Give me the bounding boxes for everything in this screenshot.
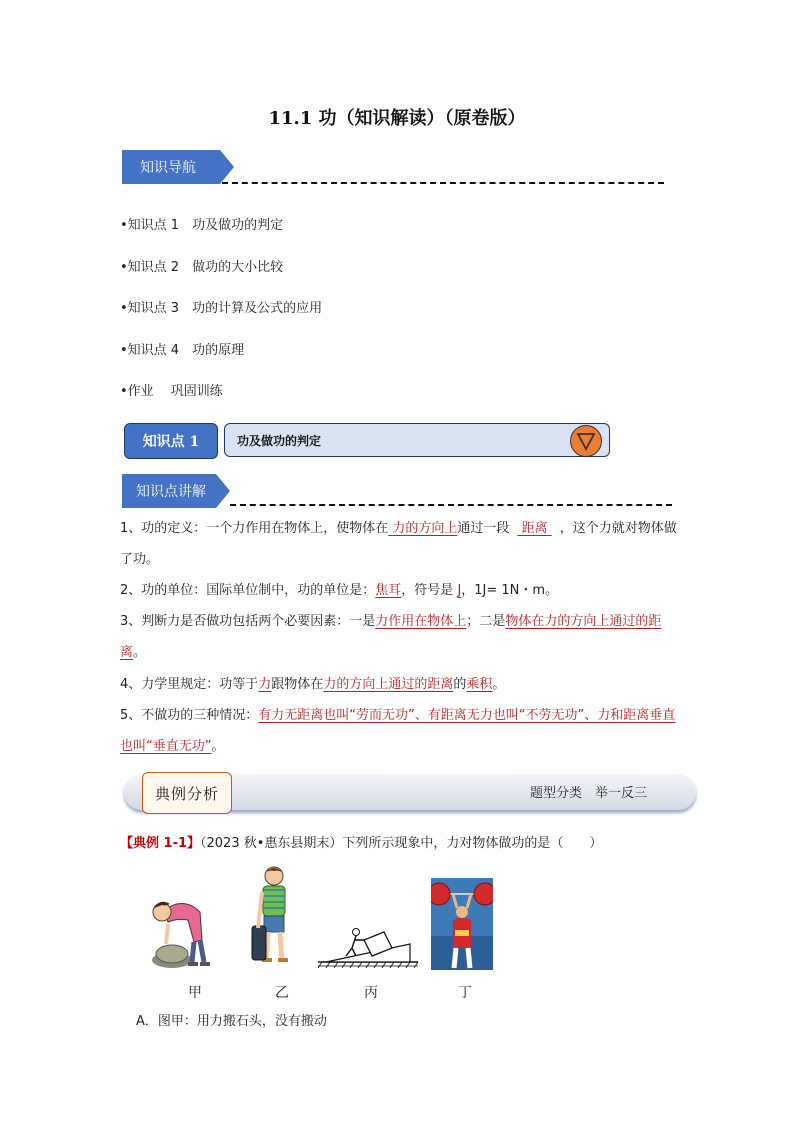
nav-divider [222, 182, 664, 184]
p4-text-a: 4、力学里规定：功等于 [120, 677, 259, 692]
figure-bing-illustration [318, 918, 420, 970]
example-1-1-tag: 【典例 1-1】 [120, 836, 201, 851]
paragraph-4 [120, 669, 680, 700]
kp1-title: 功及做功的判定 [237, 433, 322, 448]
figure-yi-caption: 乙 [275, 985, 289, 1001]
expand-down-icon[interactable] [570, 425, 602, 457]
nav-item-1[interactable]: •知识点 1 功及做功的判定 [120, 218, 284, 233]
kp1-label-box [124, 423, 218, 459]
p3-text-a: 3、判断力是否做功包括两个必要因素：一是 [120, 614, 376, 629]
example-1-1-text: （2023 秋•惠东县期末）下列所示现象中，力对物体做功的是（ ） [200, 836, 603, 851]
paragraph-5 [120, 700, 680, 762]
example-banner-label: 典例分析 [154, 784, 219, 803]
p4-text-c: 跟物体在 [271, 677, 324, 692]
nav-item-homework[interactable]: •作业 巩固训练 [120, 384, 223, 399]
example-banner-right: 题型分类 举一反三 [530, 786, 648, 801]
nav-item-4[interactable]: •知识点 4 功的原理 [120, 343, 245, 358]
p2-text-a: 2、功的单位：国际单位制中，功的单位是： [120, 583, 376, 598]
kp1-title-box [224, 423, 610, 457]
p3-text-c: ；二是 [466, 614, 506, 629]
p4-answer-1: 力 [258, 677, 272, 692]
p4-answer-3: 乘积 [466, 677, 493, 692]
figure-jia-caption: 甲 [188, 985, 202, 1001]
explain-header-label: 知识点讲解 [122, 474, 216, 508]
explain-header-arrow [216, 474, 230, 508]
p3-answer-2: 物体在力的方向上通过的距离 [120, 614, 662, 660]
p1-text-e: ，这个力就对物体做了功。 [120, 521, 677, 567]
nav-header-label: 知识导航 [122, 150, 220, 184]
kp1-label: 知识点 1 [142, 434, 200, 450]
nav-item-2[interactable]: •知识点 2 做功的大小比较 [120, 260, 284, 275]
p5-answer-1: 有力无距离也叫“劳而无功”、有距离无力也叫“不劳无功”、力和距离垂直也叫“垂直无功” [120, 708, 676, 754]
nav-header-arrow [220, 150, 234, 184]
nav-item-3[interactable]: •知识点 3 功的计算及公式的应用 [120, 301, 323, 316]
paragraph-2 [120, 575, 680, 606]
figure-jia-illustration [144, 890, 218, 970]
p2-answer-2: J [457, 583, 462, 598]
p2-text-e: ，1J= 1N・m。 [461, 583, 559, 598]
p5-text-a: 5、不做功的三种情况： [120, 708, 259, 723]
p5-text-c: 。 [211, 739, 225, 754]
explain-header [122, 474, 230, 508]
p4-answer-2: 力的方向上通过的距离 [323, 677, 454, 692]
figure-bing-caption: 丙 [364, 985, 378, 1001]
nav-header [122, 150, 234, 184]
p4-text-g: 。 [492, 677, 506, 692]
p1-answer-2: 距离 [517, 521, 552, 536]
p4-text-e: 的 [453, 677, 467, 692]
option-a[interactable]: A．图甲：用力搬石头，没有搬动 [136, 1014, 327, 1029]
figure-ding-caption: 丁 [458, 985, 472, 1001]
paragraph-1 [120, 513, 680, 575]
figure-ding-illustration [431, 878, 493, 970]
figure-yi-illustration [248, 862, 300, 972]
p3-text-e: 。 [133, 645, 147, 660]
page-title: 11.1 功（知识解读）（原卷版） [268, 108, 526, 129]
p3-answer-1: 力作用在物体上 [375, 614, 467, 629]
p1-text-a: 1、功的定义：一个力作用在物体上，使物体在 [120, 521, 389, 536]
explain-divider [230, 504, 672, 506]
paragraph-3 [120, 606, 680, 668]
example-banner-label-box [142, 772, 232, 814]
p2-text-c: ，符号是 [401, 583, 458, 598]
p1-answer-1: 力的方向上 [388, 521, 458, 536]
p2-answer-1: 焦耳 [375, 583, 402, 598]
example-1-1 [120, 832, 602, 851]
p1-text-c: 通过一段 [457, 521, 510, 536]
